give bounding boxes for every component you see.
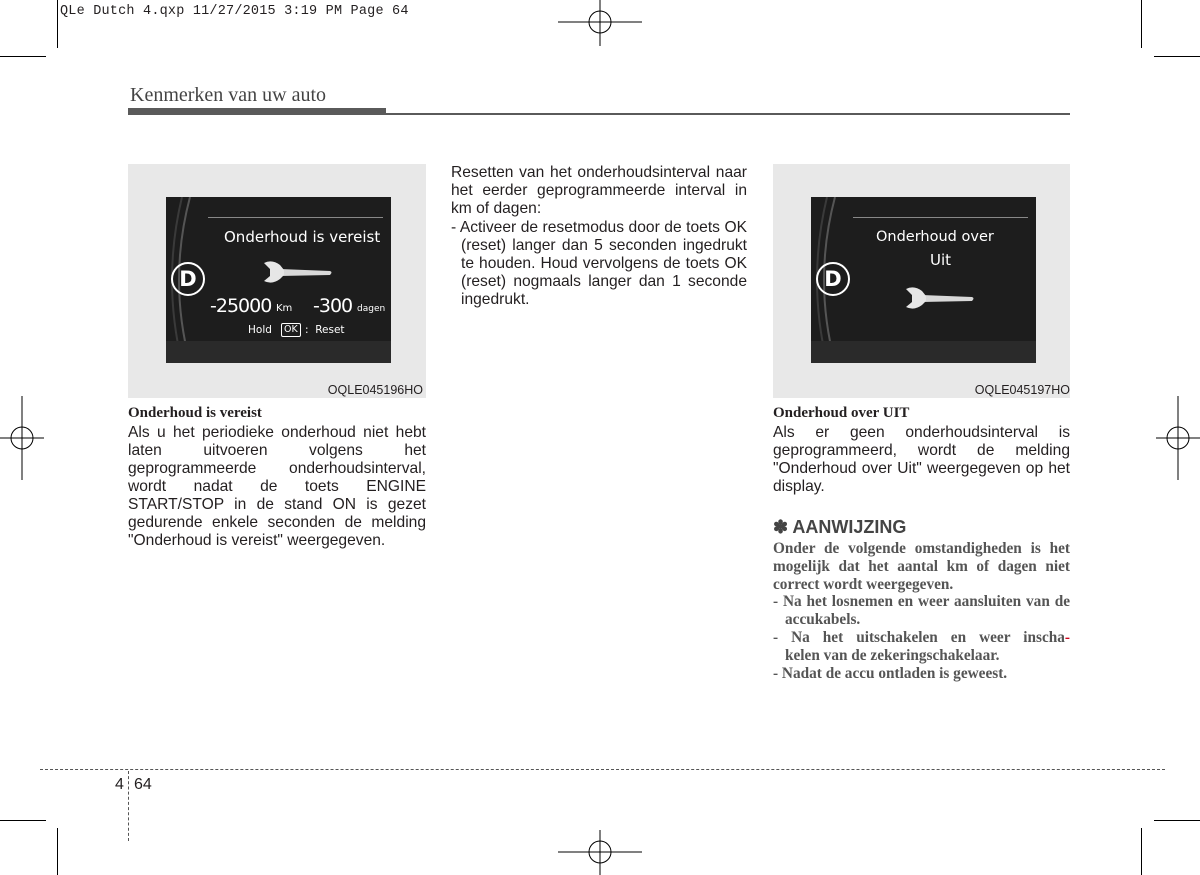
footer-vertical-dashed-rule xyxy=(128,771,129,841)
header-rule-dark xyxy=(128,108,386,115)
page-header-title: Kenmerken van uw auto xyxy=(130,84,327,106)
footer-dashed-rule xyxy=(40,769,1165,770)
screen-bottom-band xyxy=(166,341,391,363)
note-item: - Na het losnemen en weer aansluiten van de accukabels. xyxy=(773,593,1070,629)
figure-left xyxy=(128,164,426,398)
note-item-hyphenated xyxy=(773,629,1070,647)
note-title: ✽ AANWIJZING xyxy=(773,517,907,537)
page-section-number: 4 xyxy=(115,776,124,793)
screen-line-2: Uit xyxy=(930,251,952,269)
note-item: - Nadat de accu ontladen is geweest. xyxy=(773,664,1008,682)
note-body xyxy=(773,540,1070,682)
figure-code-right: OQLE045197HO xyxy=(974,383,1070,397)
cluster-display-left xyxy=(166,197,391,363)
wrench-icon xyxy=(262,259,334,285)
days-value: -300 xyxy=(313,295,353,317)
drive-mode-indicator: D xyxy=(171,262,205,296)
paragraph-right: Als er geen onderhoudsinterval is geprogrammeerd, wordt de melding "Onderhoud over Uit" weergegeven op het display. xyxy=(773,424,1070,495)
header-rule-thin xyxy=(386,113,1070,115)
section-heading-left: Onderhoud is vereist xyxy=(128,405,262,421)
km-unit: Km xyxy=(276,303,293,314)
km-value: -25000 xyxy=(210,295,272,317)
wrench-icon xyxy=(904,285,976,311)
registration-mark-left xyxy=(0,396,44,480)
screen-top-rule xyxy=(208,217,383,218)
print-slug: QLe Dutch 4.qxp 11/27/2015 3:19 PM Page 64 xyxy=(60,4,409,19)
registration-mark-top xyxy=(558,0,642,46)
registration-mark-right xyxy=(1156,396,1200,480)
note-item-continuation: kelen van de zekeringschakelaar. xyxy=(785,646,1000,664)
list-item-reset: - Activeer de resetmodus door de toets OK (reset) langer dan 5 seconden ingedrukt te houden. Houd vervolgens de toets OK (reset) nogmaals langer dan 1 seconde ingedrukt. xyxy=(451,219,747,308)
days-unit: dagen xyxy=(357,304,386,314)
note-hyphen: - xyxy=(1064,628,1070,646)
note-intro: Onder de volgende omstandigheden is het mogelijk dat het aantal km of dagen niet correct wordt weergegeven. xyxy=(773,540,1070,593)
paragraph-left: Als u het periodieke onderhoud niet hebt laten uitvoeren volgens het geprogrammeerde onderhoudsinterval, wordt nadat de toets ENGINE START/STOP in de stand ON is gezet gedurende enkele seconden de melding "Onderhoud is vereist" weergegeven. xyxy=(128,424,426,549)
section-heading-right: Onderhoud over UIT xyxy=(773,405,910,421)
screen-line-1: Onderhoud over xyxy=(876,229,994,245)
reset-label: : Reset xyxy=(305,324,345,336)
screen-title: Onderhoud is vereist xyxy=(224,228,381,246)
cluster-display-right xyxy=(811,197,1036,363)
hold-label: Hold xyxy=(248,324,272,336)
ok-key-label: OK xyxy=(281,323,301,337)
page-number: 64 xyxy=(134,776,152,793)
note-item-text: - Na het uitschakelen en weer inscha xyxy=(773,628,1065,646)
drive-mode-indicator: D xyxy=(816,262,850,296)
screen-bottom-band xyxy=(811,341,1036,363)
figure-code-left: OQLE045196HO xyxy=(327,383,423,397)
screen-top-rule xyxy=(853,217,1028,218)
figure-right xyxy=(773,164,1070,398)
paragraph-middle-intro: Resetten van het onderhoudsinterval naar het eerder geprogrammeerde interval in km of dagen: xyxy=(451,164,747,217)
registration-mark-bottom xyxy=(558,830,642,875)
